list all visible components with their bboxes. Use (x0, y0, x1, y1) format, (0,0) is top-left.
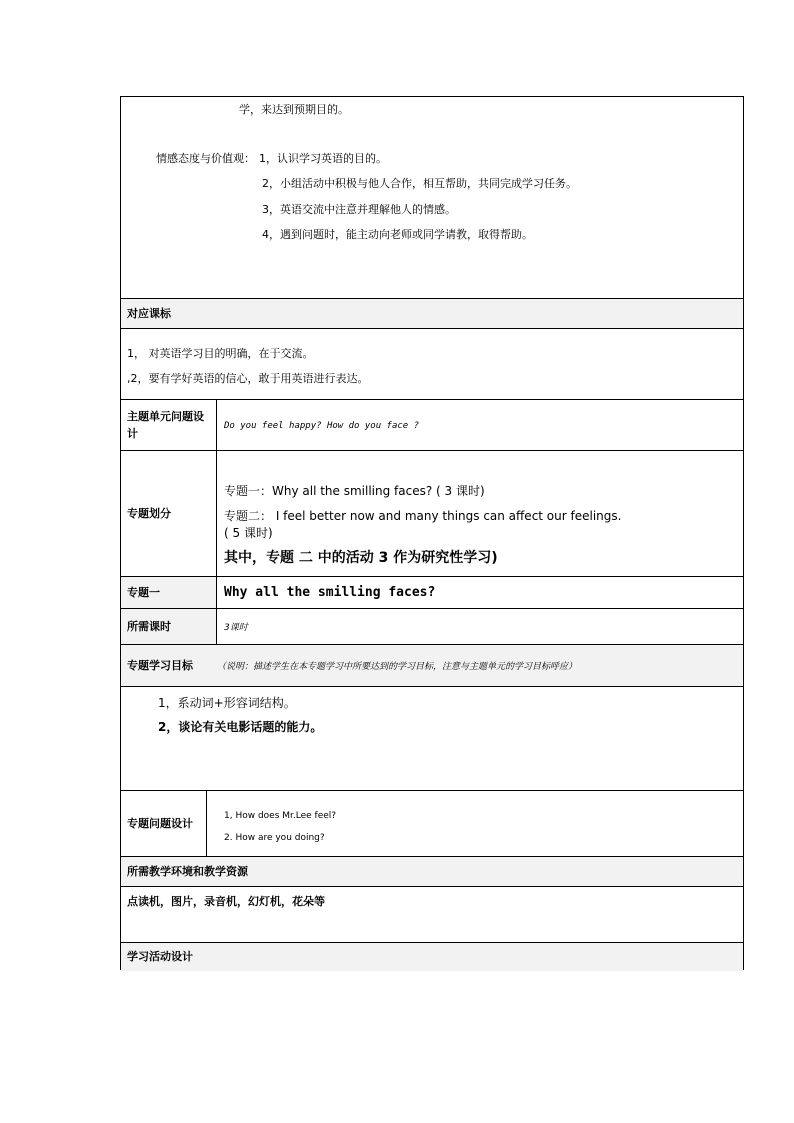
affective-item: 3，英语交流中注意并理解他人的情感。 (262, 203, 456, 216)
affective-item: 2，小组活动中积极与他人合作，相互帮助，共同完成学习任务。 (262, 177, 577, 190)
topic-division-line: 专题二： I feel better now and many things can affect our feelings. (224, 509, 622, 523)
goals-line: 学，来达到预期目的。 (239, 103, 349, 116)
topic-questions-row (121, 791, 743, 857)
hours-value: 3课时 (224, 623, 248, 633)
curriculum-content-row (121, 329, 743, 400)
goals-continued-row (121, 97, 743, 299)
resources-label: 所需教学环境和教学资源 (127, 865, 248, 878)
hours-label: 所需课时 (121, 609, 217, 644)
topic-one-label: 专题一 (121, 577, 217, 608)
topic-one-row (121, 577, 743, 609)
activity-design-label: 学习活动设计 (127, 950, 193, 963)
topic-questions-label: 专题问题设计 (121, 791, 207, 856)
resources-header-row (121, 857, 743, 887)
theme-question-label: 主题单元问题设计 (121, 400, 217, 450)
theme-question-row (121, 400, 743, 451)
topic-division-row (121, 451, 743, 577)
curriculum-header-row (121, 299, 743, 329)
curriculum-item: ,2，要有学好英语的信心，敢于用英语进行表达。 (127, 372, 369, 385)
resources-content-row (121, 887, 743, 943)
learning-goals-note: （说明：描述学生在本专题学习中所要达到的学习目标，注意与主题单元的学习目标呼应） (217, 662, 578, 672)
learning-goals-header-row (121, 645, 743, 687)
affective-label: 情感态度与价值观： (156, 152, 255, 165)
topic-division-label: 专题划分 (121, 451, 217, 576)
topic-division-note: 其中，专题 二 中的活动 3 作为研究性学习) (224, 550, 498, 566)
affective-item: 4，遇到问题时，能主动向老师或同学请教，取得帮助。 (262, 228, 533, 241)
topic-one-value: Why all the smilling faces? (224, 585, 436, 600)
topic-division-line: ( 5 课时) (224, 526, 273, 540)
learning-goals-label: 专题学习目标 (127, 659, 193, 672)
affective-item: 1，认识学习英语的目的。 (259, 152, 387, 165)
resources-value: 点读机，图片，录音机，幻灯机，花朵等 (127, 895, 325, 908)
topic-question-item: 2. How are you doing? (224, 833, 325, 843)
topic-division-line: 专题一：Why all the smilling faces? ( 3 课时) (224, 484, 485, 498)
theme-question-value: Do you feel happy? How do you face ? (224, 421, 420, 431)
learning-goal-item: 2，谈论有关电影话题的能力。 (158, 720, 323, 734)
learning-goals-content-row (121, 687, 743, 791)
learning-goal-item: 1，系动词+形容词结构。 (158, 696, 296, 710)
hours-row (121, 609, 743, 645)
curriculum-item: 1， 对英语学习目的明确，在于交流。 (127, 347, 314, 360)
topic-question-item: 1, How does Mr.Lee feel? (224, 811, 337, 821)
curriculum-label: 对应课标 (127, 307, 171, 320)
lesson-plan-table (120, 96, 744, 970)
activity-design-row (121, 943, 743, 971)
